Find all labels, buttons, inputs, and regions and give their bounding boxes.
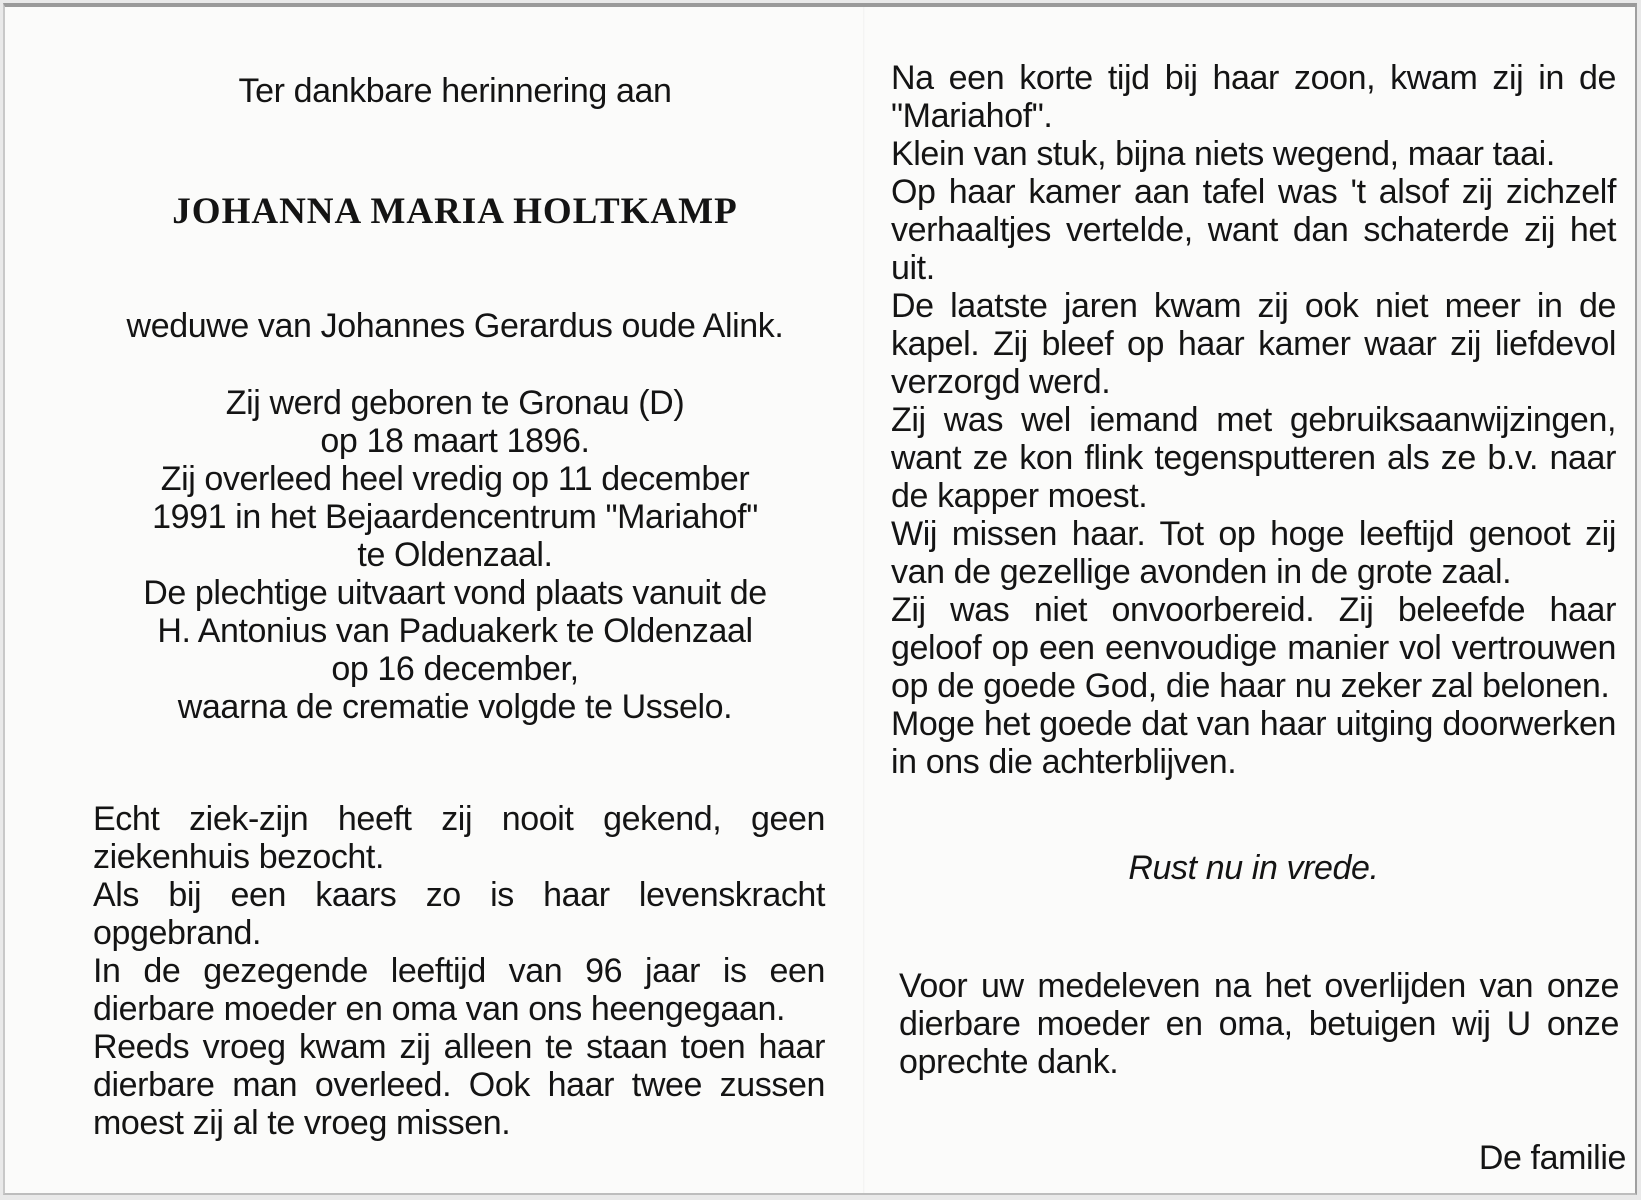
story-paragraph: Zij was niet onvoorbereid. Zij beleefde haar geloof op een eenvoudige manier vol vertrouwen op de goede God, die haar nu zeker zal belonen. bbox=[891, 591, 1616, 705]
widow-line: weduwe van Johannes Gerardus oude Alink. bbox=[126, 307, 784, 345]
story-paragraph: Echt ziek-zijn heeft zij nooit gekend, geen ziekenhuis bezocht. bbox=[93, 800, 825, 876]
left-story bbox=[93, 800, 825, 1142]
signature: De familie bbox=[1478, 1139, 1626, 1177]
bio-line: Zij overleed heel vredig op 11 december bbox=[160, 460, 750, 498]
card-fold bbox=[863, 7, 865, 1193]
bio-line: waarna de crematie volgde te Usselo. bbox=[177, 688, 733, 726]
biography bbox=[85, 384, 825, 726]
bio-line: op 18 maart 1896. bbox=[320, 422, 590, 460]
story-paragraph: Als bij een kaars zo is haar levenskracht opgebrand. bbox=[93, 876, 825, 952]
story-paragraph: Klein van stuk, bijna niets wegend, maar taai. bbox=[891, 135, 1555, 173]
story-paragraph: In de gezegende leeftijd van 96 jaar is een dierbare moeder en oma van ons heengegaan. bbox=[93, 952, 825, 1028]
bio-line: De plechtige uitvaart vond plaats vanuit de bbox=[143, 574, 767, 612]
intro-line: Ter dankbare herinnering aan bbox=[238, 72, 672, 110]
story-paragraph: De laatste jaren kwam zij ook niet meer in de kapel. Zij bleef op haar kamer waar zij liefdevol verzorgd werd. bbox=[891, 287, 1616, 401]
story-paragraph: Reeds vroeg kwam zij alleen te staan toen haar dierbare man overleed. Ook haar twee zussen moest zij al te vroeg missen. bbox=[93, 1028, 825, 1142]
right-story bbox=[891, 59, 1616, 781]
bio-line: te Oldenzaal. bbox=[357, 536, 553, 574]
story-paragraph: Zij was wel iemand met gebruiksaanwijzingen, want ze kon flink tegensputteren als ze b.v. naar de kapper moest. bbox=[891, 401, 1616, 515]
story-paragraph: Op haar kamer aan tafel was 't alsof zij zichzelf verhaaltjes vertelde, want dan schaterde zij het uit. bbox=[891, 173, 1616, 287]
story-paragraph: Wij missen haar. Tot op hoge leeftijd genoot zij van de gezellige avonden in de grote zaal. bbox=[891, 515, 1616, 591]
memorial-card bbox=[3, 3, 1637, 1195]
deceased-name: JOHANNA MARIA HOLTKAMP bbox=[172, 191, 738, 232]
story-paragraph: Na een korte tijd bij haar zoon, kwam zij in de "Mariahof". bbox=[891, 59, 1616, 135]
story-paragraph: Moge het goede dat van haar uitging doorwerken in ons die achterblijven. bbox=[891, 705, 1616, 781]
bio-line: H. Antonius van Paduakerk te Oldenzaal bbox=[157, 612, 753, 650]
thanks-paragraph: Voor uw medeleven na het overlijden van onze dierbare moeder en oma, betuigen wij U onze oprechte dank. bbox=[899, 967, 1619, 1081]
bio-line: 1991 in het Bejaardencentrum "Mariahof" bbox=[152, 498, 758, 536]
bio-line: op 16 december, bbox=[331, 650, 579, 688]
rest-in-peace: Rust nu in vrede. bbox=[1128, 849, 1379, 887]
bio-line: Zij werd geboren te Gronau (D) bbox=[225, 384, 685, 422]
